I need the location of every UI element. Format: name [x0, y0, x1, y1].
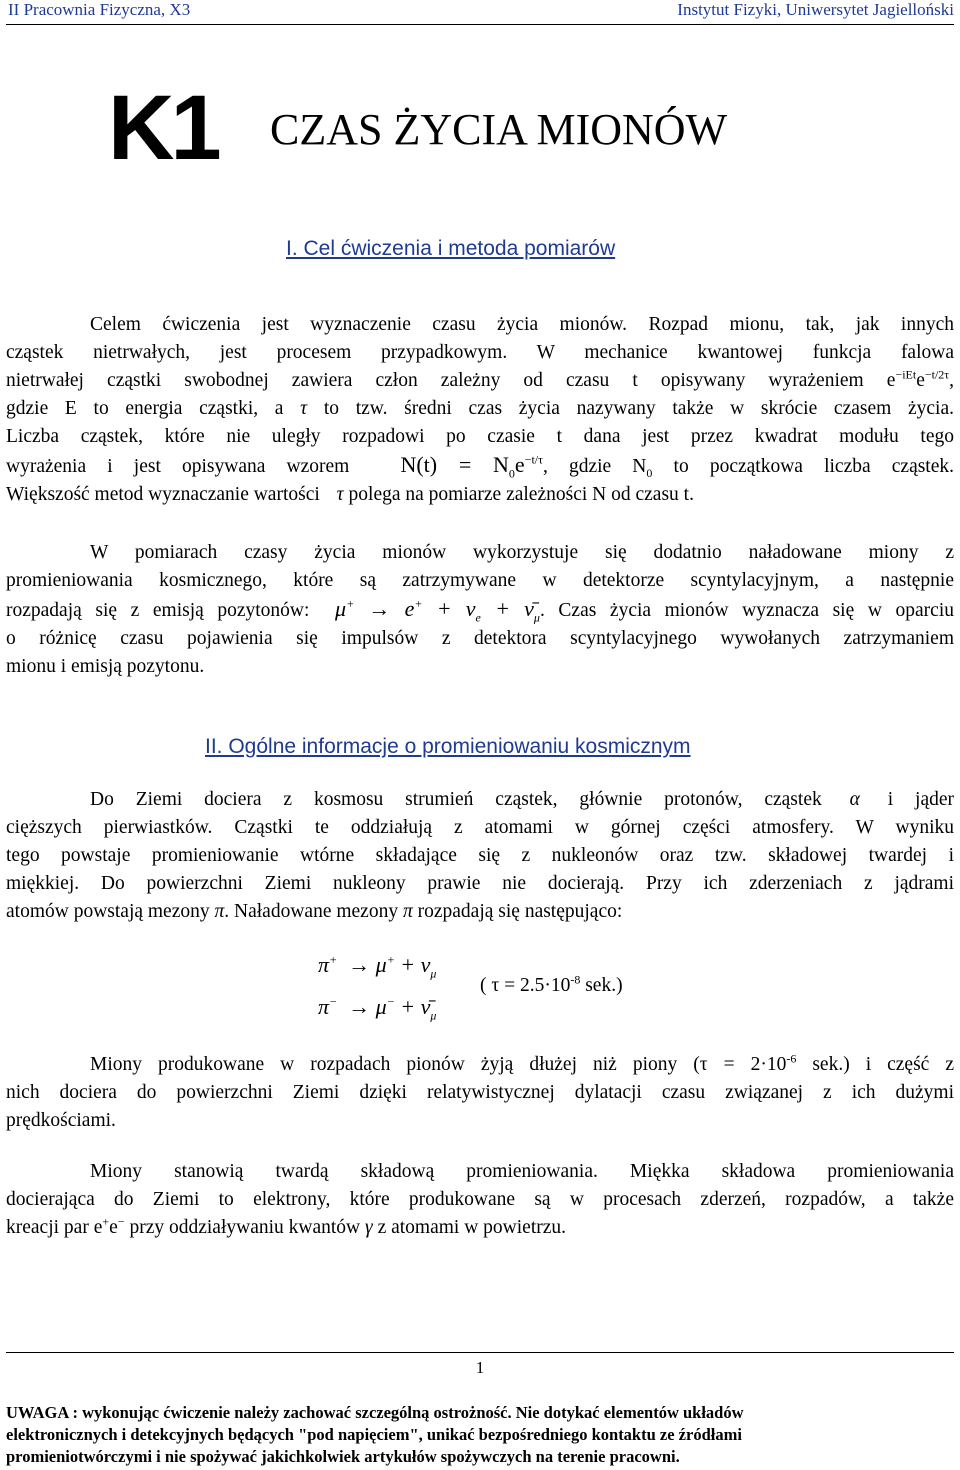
exercise-code: K1 [108, 77, 218, 179]
section-2-paragraph-1: Do Ziemi dociera z kosmosu strumień cząstek, głównie protonów, cząstek α i jąder cięższych pierwiastków. Cząstki te oddziałują z atomami w górnej części atmosfery. W wyniku tego powstaje promieniowanie wtórne składające się z nukleonów oraz tzw. składowej twardej i miękkiej. Do powierzchni Ziemi nukleony prawie nie docierają. Przy ich zderzeniach z jądrami atomów powstają mezony π. Naładowane mezony π rozpadają się następująco: [6, 789, 955, 922]
pion-plus-decay: $\pi^+ \to \mu^+ + \nu_\mu$ [318, 952, 437, 981]
section-2-heading: II. Ogólne informacje o promieniowaniu kosmicznym [205, 735, 691, 758]
page-number: 1 [475, 1358, 485, 1377]
header-rule [6, 24, 954, 25]
footer-rule [6, 1352, 954, 1353]
safety-warning: UWAGA : wykonując ćwiczenie należy zachować szczególną ostrożność. Nie dotykać elementów układów elektronicznych i detekcyjnych będących "pod napięciem", unikać bezpośredniego kontaktu ze źródłami promieniotwórczymi i nie spożywać jakichkolwiek artykułów spożywczych na terenie pracowni. [6, 1403, 744, 1466]
wavefunction-formula: $e^{-iEt}e^{-t/2\tau}$, [886, 367, 954, 391]
pion-minus-decay: $\pi^- \to \mu^- + \nū_\mu$ [318, 994, 437, 1023]
header-course: II Pracownia Fizyczna, X3 [8, 0, 191, 19]
header-institute: Instytut Fizyki, Uniwersytet Jagielloński [677, 0, 954, 19]
section-1-paragraph-2: W pomiarach czasy życia mionów wykorzystuje się dodatnio naładowane miony z promieniowania kosmicznego, które są zatrzymywane w detektorze scyntylacyjnym, a następnie rozpadają się z emisją pozytonów: $\mu^+ \to e^+ + \nu_e$ + $\nū_\mu$. Czas życia mionów wyznacza się w oparciu o różnicę czasu pojawienia się impulsów z detektora scyntylacyjnego wywołanych zatrzymaniem mionu i emisją pozytonu. [6, 542, 954, 677]
pion-lifetime: ( $\tau = 2.5\cdot 10^{-8}$ sek.) [480, 972, 623, 996]
section-2-paragraph-3: Miony stanowią twardą składową promieniowania. Miękka składowa promieniowania docierająca do Ziemi to elektrony, które produkowane są w procesach zderzeń, rozpadów, a także kreacji par e+e− przy oddziaływaniu kwantów γ z atomami w powietrzu. [6, 1161, 954, 1238]
decay-law-formula: $N(t) = N_0e^{-t/\tau}$ [400, 452, 543, 481]
section-2-paragraph-2: Miony produkowane w rozpadach pionów żyją dłużej niż piony ($\tau = 2\cdot 10^{-6}$ sek.) i część z nich dociera do powierzchni Ziemi dzięki relatywistycznej dylatacji czasu związanej z ich dużymi prędkościami. [6, 1051, 954, 1131]
page-header [0, 0, 960, 22]
muon-decay-formula: $\mu^+ \to e^+ + \nu_e$ + $\nū_\mu$ [335, 596, 540, 625]
section-1-paragraph-1: Celem ćwiczenia jest wyznaczenie czasu życia mionów. Rozpad mionu, tak, jak innych cząstek nietrwałych, jest procesem przypadkowym. W mechanice kwantowej funkcja falowa nietrwałej cząstki swobodnej zawiera człon zależny od czasu t opisywany wyrażeniem $e^{-iEt}e^{-t/2\tau}$, gdzie E to energia cząstki, a τ to tzw. średni czas życia nazywany także w skrócie czasem życia. Liczba cząstek, które nie uległy rozpadowi po czasie t dana jest przez kwadrat modułu tego wyrażenia i jest opisywana wzorem $N(t) = N_0e^{-t/\tau}$, gdzie $N_0$ to początkowa liczba cząstek. Większość metod wyznaczanie wartości τ polega na pomiarze zależności N od czasu t. [6, 314, 955, 505]
page-title: CZAS ŻYCIA MIONÓW [270, 105, 728, 154]
section-1-heading: I. Cel ćwiczenia i metoda pomiarów [286, 237, 616, 260]
